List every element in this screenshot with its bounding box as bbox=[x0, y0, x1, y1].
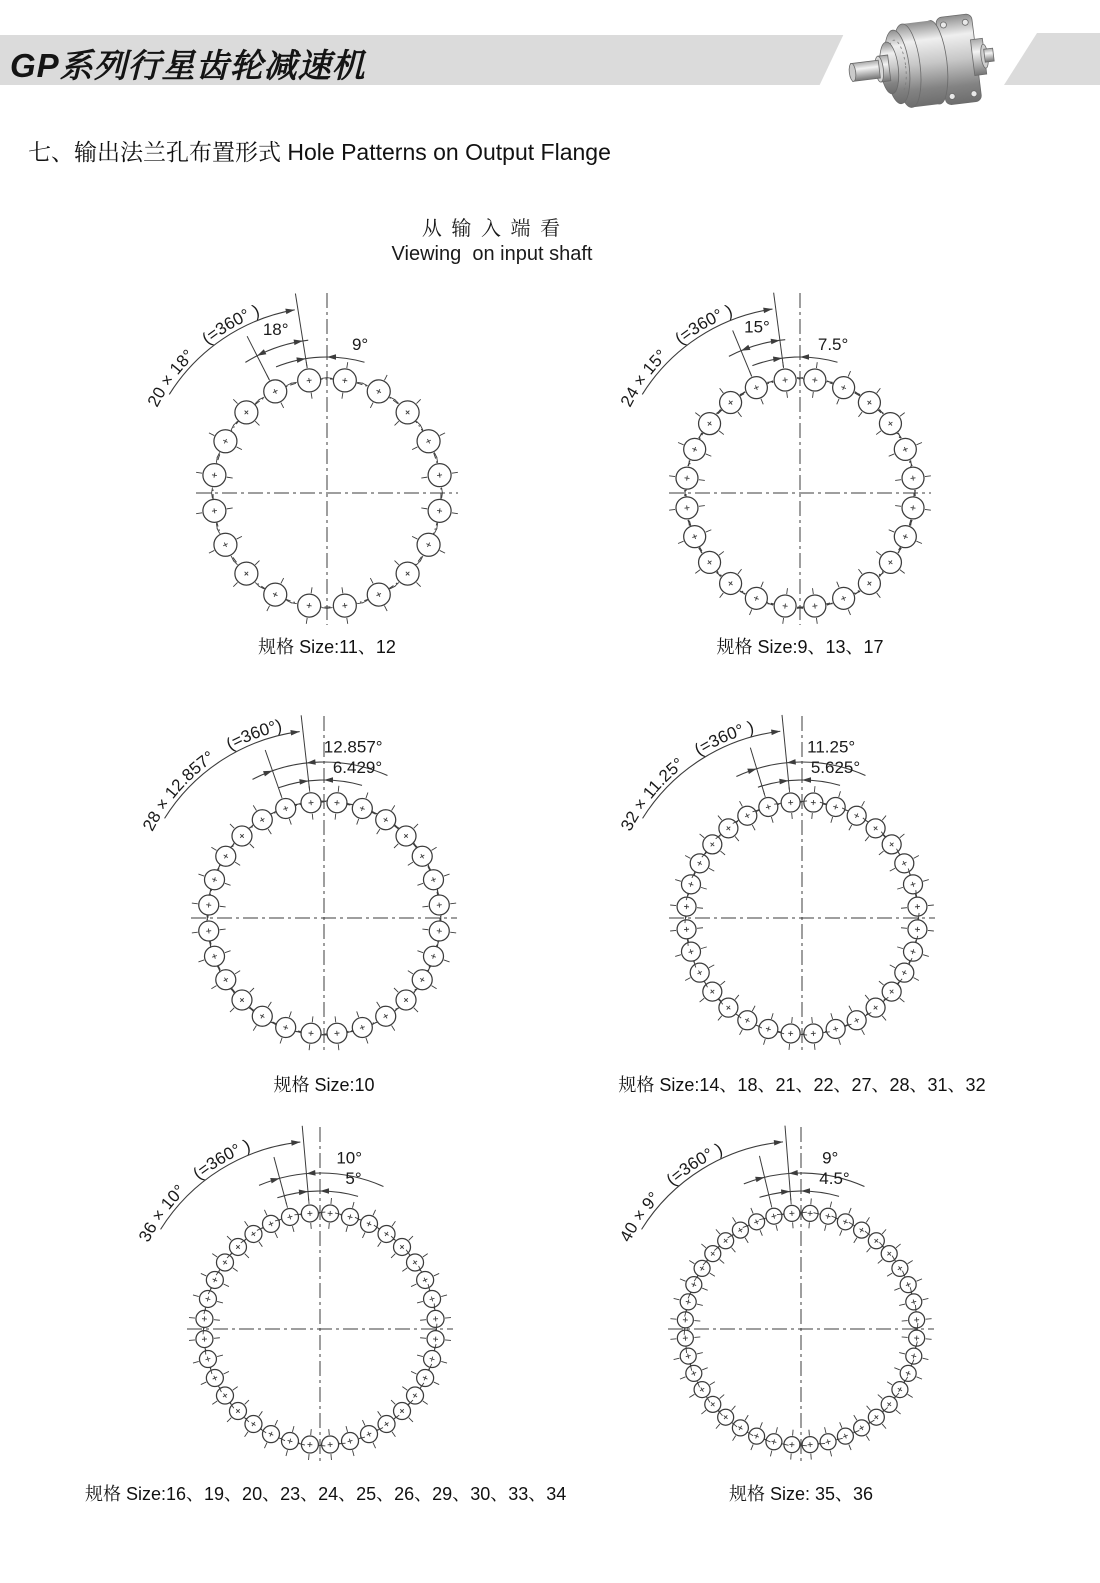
flange-diagram-3 bbox=[89, 713, 559, 1093]
svg-text:28 × 12.857° (=360°): 28 × 12.857° (=360°) bbox=[138, 715, 284, 834]
flange-drawing-3 bbox=[89, 713, 559, 1093]
svg-text:4.5°: 4.5° bbox=[819, 1168, 850, 1188]
svg-text:32 × 11.25° (=360° ): 32 × 11.25° (=360° ) bbox=[616, 717, 756, 834]
flange-drawing-5 bbox=[85, 1124, 567, 1504]
svg-text:40 × 9° (=360° ): 40 × 9° (=360° ) bbox=[615, 1139, 726, 1245]
svg-text:11.25°: 11.25° bbox=[807, 737, 856, 757]
svg-text:18°: 18° bbox=[262, 320, 289, 340]
diagram-caption: 规格 Size:9、13、17 bbox=[716, 637, 884, 657]
svg-text:6.429°: 6.429° bbox=[332, 757, 383, 777]
svg-text:10°: 10° bbox=[336, 1148, 363, 1168]
svg-text:20 × 18° (=360° ): 20 × 18° (=360° ) bbox=[143, 300, 263, 410]
svg-text:9°: 9° bbox=[822, 1148, 839, 1168]
page-title: GP系列行星齿轮减速机 bbox=[10, 47, 366, 84]
flange-drawing-2 bbox=[565, 288, 1035, 668]
flange-diagram-6 bbox=[566, 1124, 1036, 1504]
svg-text:12.857°: 12.857° bbox=[323, 737, 383, 757]
flange-diagram-1 bbox=[92, 288, 562, 668]
diagram-caption: 规格 Size:14、18、21、22、27、28、31、32 bbox=[618, 1075, 986, 1095]
header-band-decoration bbox=[1000, 33, 1100, 85]
flange-diagram-5 bbox=[85, 1124, 567, 1504]
flange-diagram-4 bbox=[567, 713, 1037, 1093]
svg-text:9°: 9° bbox=[351, 334, 369, 354]
flange-diagram-2 bbox=[565, 288, 1035, 668]
view-note bbox=[292, 212, 692, 266]
section-title: 七、输出法兰孔布置形式 Hole Patterns on Output Flange bbox=[28, 139, 611, 165]
svg-text:7.5°: 7.5° bbox=[817, 334, 849, 354]
flange-drawing-4 bbox=[567, 713, 1037, 1093]
svg-text:15°: 15° bbox=[744, 317, 770, 337]
svg-text:5°: 5° bbox=[345, 1168, 362, 1188]
svg-text:24 × 15° (=360° ): 24 × 15° (=360° ) bbox=[616, 300, 736, 410]
svg-text:5.625°: 5.625° bbox=[810, 757, 861, 777]
view-note-zh: 从 输 入 端 看 bbox=[421, 218, 563, 240]
diagram-caption: 规格 Size:16、19、20、23、24、25、26、29、30、33、34 bbox=[85, 1484, 567, 1504]
gear-reducer-image bbox=[845, 4, 997, 124]
diagram-caption: 规格 Size:11、12 bbox=[258, 637, 396, 657]
svg-text:36 × 10° (=360° ): 36 × 10° (=360° ) bbox=[134, 1135, 254, 1245]
flange-drawing-6 bbox=[566, 1124, 1036, 1504]
flange-drawing-1 bbox=[92, 288, 562, 668]
view-note-en: Viewing on input shaft bbox=[391, 243, 593, 265]
diagram-caption: 规格 Size:10 bbox=[273, 1075, 375, 1095]
diagram-caption: 规格 Size: 35、36 bbox=[728, 1484, 874, 1504]
